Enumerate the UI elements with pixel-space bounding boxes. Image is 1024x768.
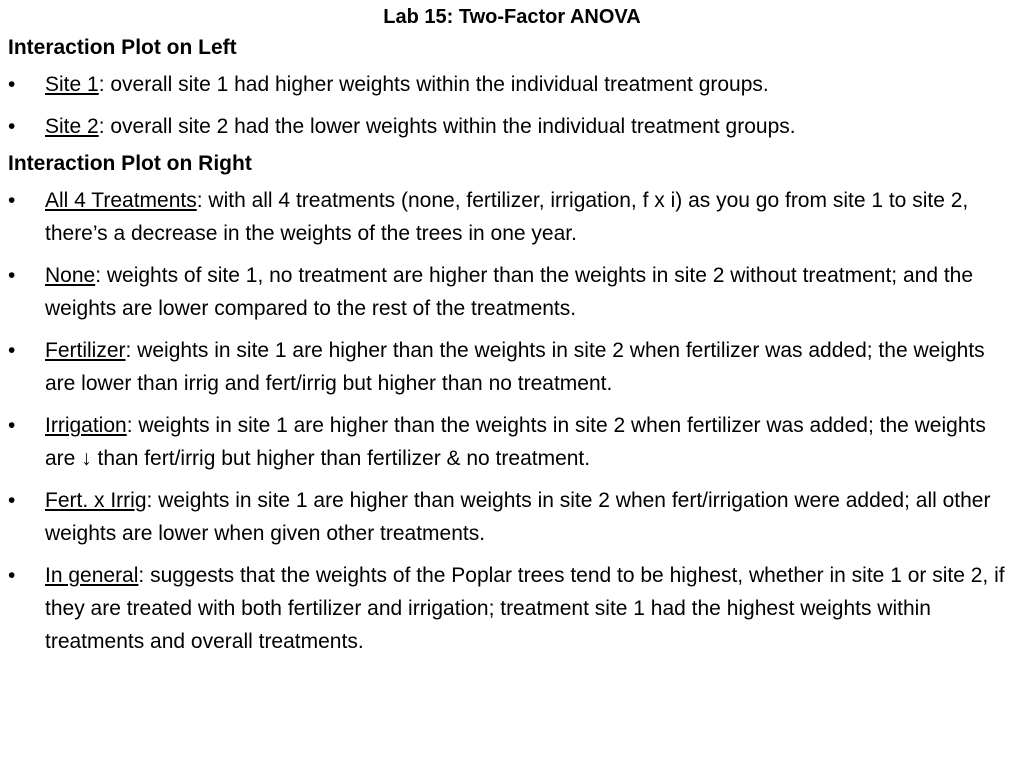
bullet-item-fert-x-irrig — [8, 484, 1018, 550]
bullet-text: : weights in site 1 are higher than the weights in site 2 when fertilizer was added; the weights are lower than irrig and fert/irrig but higher than no treatment. — [45, 339, 985, 395]
bullet-term: In general — [45, 564, 139, 587]
section-heading-right-plot: Interaction Plot on Right — [8, 152, 252, 175]
bullet-list-left-plot — [8, 68, 1018, 144]
bullet-icon: • — [8, 339, 16, 362]
bullet-item-none — [8, 259, 1018, 325]
bullet-term: Fertilizer — [45, 339, 126, 362]
bullet-term: None — [45, 264, 96, 287]
bullet-text: : weights in site 1 are higher than the weights in site 2 when fertilizer was added; the weights are ↓ than fert/irrig but higher than fertilizer & no treatment. — [45, 414, 986, 470]
bullet-icon: • — [8, 414, 16, 437]
bullet-icon: • — [8, 489, 16, 512]
bullet-icon: • — [8, 115, 16, 138]
bullet-term: Site 1 — [45, 73, 99, 96]
bullet-term: Fert. x Irrig — [45, 489, 147, 512]
bullet-text: : suggests that the weights of the Poplar trees tend to be highest, whether in site 1 or site 2, if they are treated with both fertilizer and irrigation; treatment site 1 had the highest weights within treatments and overall treatments. — [45, 564, 1005, 653]
bullet-term: Irrigation — [45, 414, 127, 437]
bullet-icon: • — [8, 264, 16, 287]
bullet-item-site-2 — [8, 110, 1018, 144]
bullet-text: : overall site 1 had higher weights within the individual treatment groups. — [98, 73, 769, 96]
bullet-icon: • — [8, 73, 16, 96]
bullet-item-all-treatments — [8, 184, 1018, 250]
bullet-item-in-general — [8, 559, 1018, 658]
bullet-term: Site 2 — [45, 115, 99, 138]
bullet-text: : weights of site 1, no treatment are higher than the weights in site 2 without treatment; and the weights are lower compared to the rest of the treatments. — [45, 264, 974, 320]
bullet-item-site-1 — [8, 68, 1018, 102]
bullet-item-fertilizer — [8, 334, 1018, 400]
bullet-icon: • — [8, 189, 16, 212]
bullet-text: : with all 4 treatments (none, fertilizer, irrigation, f x i) as you go from site 1 to site 2, there’s a decrease in the weights of the trees in one year. — [45, 189, 969, 245]
bullet-text: : overall site 2 had the lower weights within the individual treatment groups. — [98, 115, 796, 138]
bullet-icon: • — [8, 564, 16, 587]
bullet-list-right-plot — [8, 184, 1018, 658]
bullet-item-irrigation — [8, 409, 1018, 475]
slide-content — [8, 33, 1018, 667]
slide-title: Lab 15: Two-Factor ANOVA — [383, 6, 641, 28]
bullet-text: : weights in site 1 are higher than weights in site 2 when fert/irrigation were added; all other weights are lower when given other treatments. — [45, 489, 991, 545]
bullet-term: All 4 Treatments — [45, 189, 197, 212]
section-heading-left-plot: Interaction Plot on Left — [8, 36, 237, 59]
